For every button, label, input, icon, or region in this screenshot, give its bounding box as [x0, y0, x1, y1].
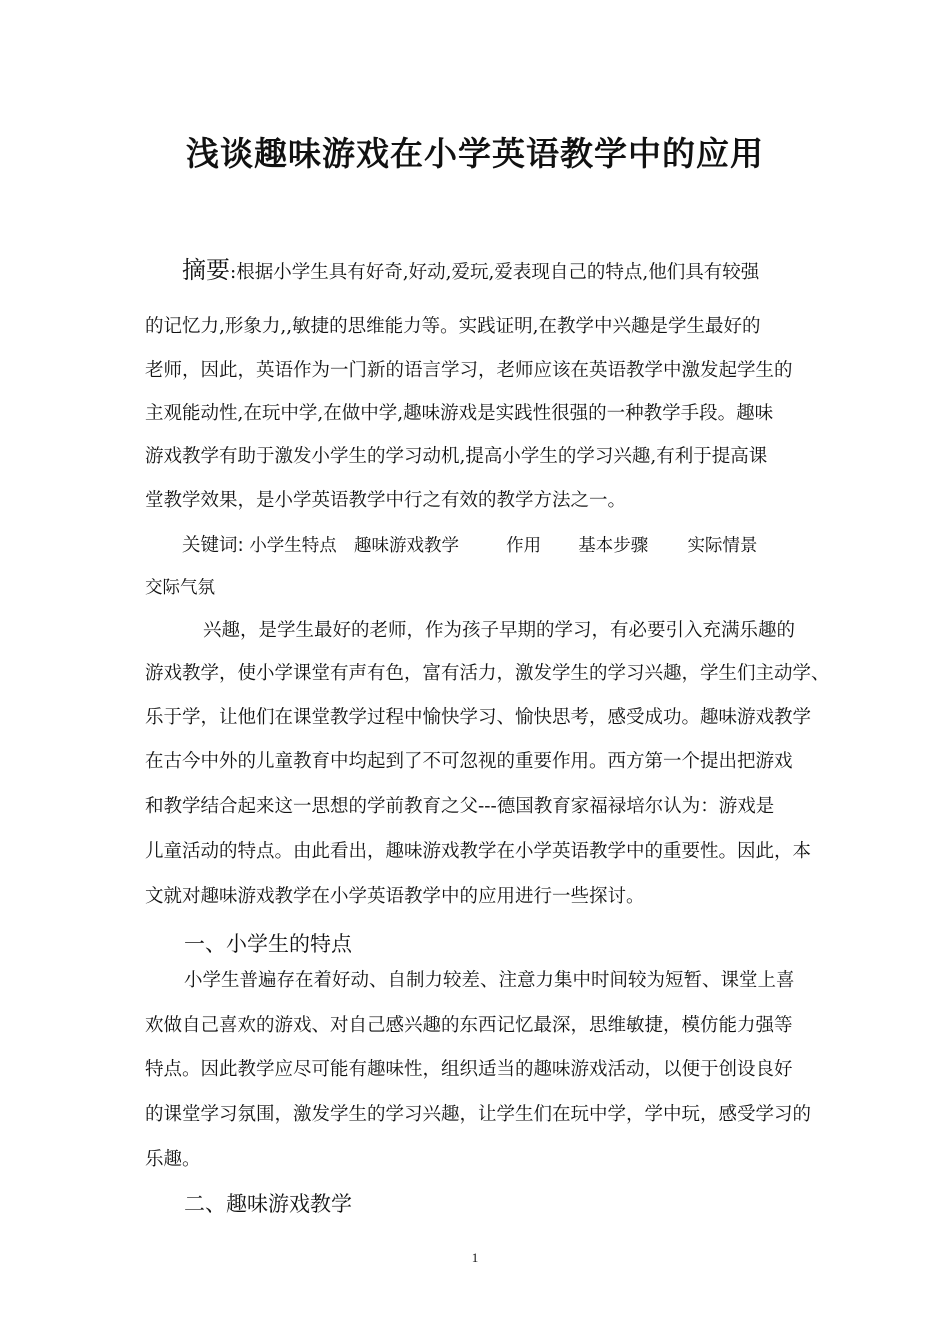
abstract-line: 的记忆力,形象力,,敏捷的思维能力等。实践证明,在教学中兴趣是学生最好的 [145, 316, 761, 337]
keyword: 作用 [506, 536, 542, 556]
intro-line: 乐于学，让他们在课堂教学过程中愉快学习、愉快思考，感受成功。趣味游戏教学 [145, 707, 812, 728]
abstract-line: 游戏教学有助于激发小学生的学习动机,提高小学生的学习兴趣,有利于提高课 [145, 446, 768, 467]
keyword: 交际气氛 [145, 578, 215, 598]
intro-line: 文就对趣味游戏教学在小学英语教学中的应用进行一些探讨。 [145, 886, 645, 907]
abstract-line: :根据小学生具有好奇,好动,爱玩,爱表现自己的特点,他们具有较强 [230, 262, 760, 283]
section-line: 的课堂学习氛围，激发学生的学习兴趣，让学生们在玩中学，学中玩，感受学习的 [145, 1104, 812, 1125]
abstract-line: 老师，因此，英语作为一门新的语言学习，老师应该在英语教学中激发起学生的 [145, 360, 793, 381]
section-heading: 一、小学生的特点 [184, 932, 352, 956]
page-title: 浅谈趣味游戏在小学英语教学中的应用 [186, 134, 764, 173]
keyword: 小学生特点 [249, 536, 337, 556]
intro-line: 儿童活动的特点。由此看出，趣味游戏教学在小学英语教学中的重要性。因此，本 [145, 841, 812, 862]
keywords-line [182, 537, 862, 556]
intro-line: 在古今中外的儿童教育中均起到了不可忽视的重要作用。西方第一个提出把游戏 [145, 751, 793, 772]
abstract-line: 主观能动性,在玩中学,在做中学,趣味游戏是实践性很强的一种教学手段。趣味 [145, 403, 774, 424]
keywords-label: 关键词: [182, 535, 244, 556]
keyword: 趣味游戏教学 [353, 536, 459, 556]
keyword: 实际情景 [687, 536, 758, 556]
section-line: 乐趣。 [145, 1149, 201, 1170]
abstract-label: 摘要 [182, 256, 230, 284]
section-line: 特点。因此教学应尽可能有趣味性，组织适当的趣味游戏活动，以便于创设良好 [145, 1059, 793, 1080]
abstract-line: 堂教学效果，是小学英语教学中行之有效的教学方法之一。 [145, 490, 627, 511]
intro-line: 兴趣，是学生最好的老师，作为孩子早期的学习，有必要引入充满乐趣的 [203, 620, 796, 641]
keyword: 基本步骤 [578, 536, 649, 556]
section-line: 欢做自己喜欢的游戏、对自己感兴趣的东西记忆最深，思维敏捷，模仿能力强等 [145, 1015, 793, 1036]
page-number: 1 [471, 1250, 479, 1265]
intro-line: 游戏教学，使小学课堂有声有色，富有活力，激发学生的学习兴趣，学生们主动学、 [145, 663, 830, 684]
abstract-first-line [182, 258, 862, 283]
section-heading: 二、趣味游戏教学 [184, 1192, 352, 1216]
intro-line: 和教学结合起来这一思想的学前教育之父---德国教育家福禄培尔认为：游戏是 [145, 796, 775, 817]
section-line: 小学生普遍存在着好动、自制力较差、注意力集中时间较为短暂、课堂上喜 [184, 970, 795, 991]
